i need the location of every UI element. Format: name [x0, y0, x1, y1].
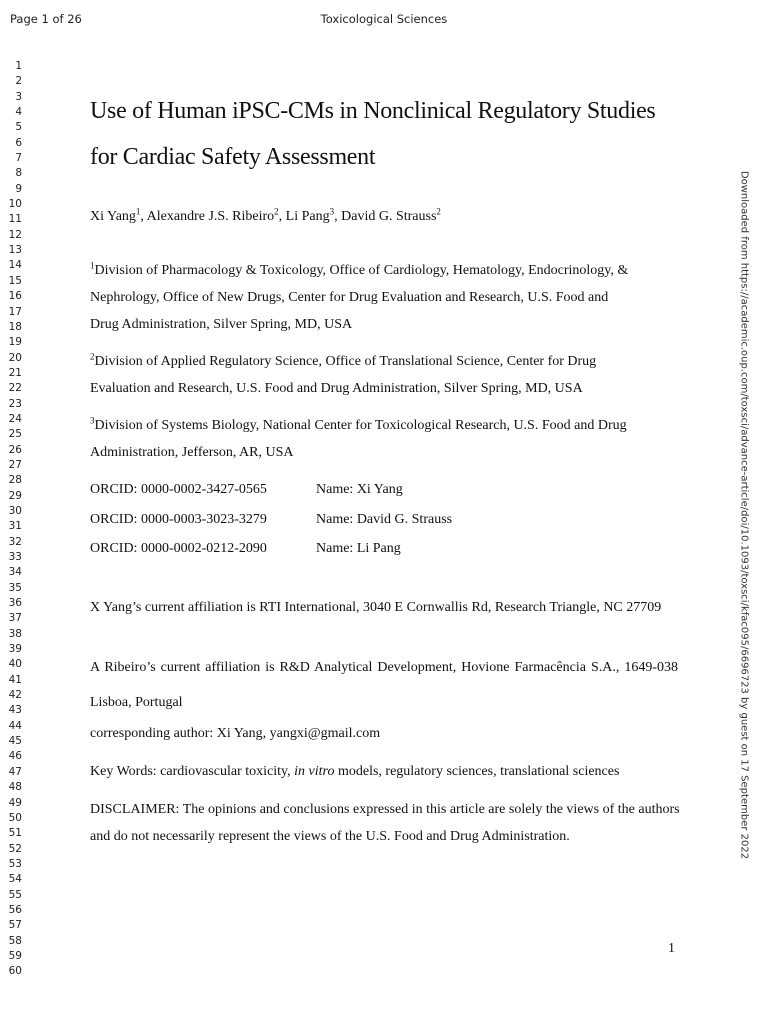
author-2: Li Pang$^3$,	[285, 206, 342, 224]
line-number: 10	[8, 198, 22, 211]
line-number: 1	[15, 60, 22, 72]
disclaimer: DISCLAIMER: The opinions and conclusions expressed in this article are solely the views of the authors and do not necessarily represent the views of the U.S. Food and Drug Administration.	[90, 802, 680, 844]
author-1: Alexandre J.S. Ribeiro$^2$,	[146, 206, 286, 224]
line-number: 16	[8, 290, 22, 303]
line-number: 25	[8, 428, 22, 441]
page-label: Page 1 of 26	[10, 12, 82, 26]
line-number: 48	[8, 781, 22, 794]
author-list	[90, 207, 690, 227]
line-number: 13	[8, 244, 22, 257]
orcid-row	[90, 480, 403, 500]
ribeiro-current-affiliation: A Ribeiro’s current affiliation is R&D Analytical Development, Hovione Farmacência S.A., 1649-038 Lisboa, Portugal	[90, 660, 678, 710]
line-number: 34	[8, 566, 22, 579]
line-number: 37	[8, 612, 22, 625]
line-number: 27	[8, 458, 22, 471]
orcid-id: ORCID: 0000-0003-3023-3279	[90, 512, 267, 527]
line-number: 31	[8, 520, 22, 533]
line-number: 7	[15, 152, 22, 165]
line-number: 43	[8, 704, 22, 717]
line-number: 39	[8, 643, 22, 656]
download-note: Downloaded from https://academic.oup.com/toxsci/advance-article/doi/10.1093/toxsci/kfac095/6696723 by guest on 17 September 2022	[738, 170, 750, 860]
line-number: 55	[8, 888, 22, 901]
orcid-id: ORCID: 0000-0002-0212-2090	[90, 541, 267, 556]
line-number: 8	[15, 167, 22, 180]
line-number: 54	[8, 873, 22, 886]
line-number: 38	[8, 627, 22, 640]
line-number: 35	[8, 581, 22, 594]
line-number: 45	[8, 735, 22, 748]
line-number: 42	[8, 689, 22, 702]
line-number: 17	[8, 305, 22, 318]
line-number: 58	[8, 934, 22, 947]
line-number: 44	[8, 719, 22, 732]
line-number: 5	[15, 121, 22, 134]
line-number: 30	[8, 504, 22, 517]
affiliation-2: $^2$Division of Applied Regulatory Science, Office of Translational Science, Center for Drug Evaluation and Research, U.S. Food and Drug Administration, Silver Spring, MD, USA	[90, 351, 597, 396]
line-number: 47	[8, 765, 22, 778]
orcid-name: Name: David G. Strauss	[316, 512, 453, 527]
corresponding-author: corresponding author: Xi Yang, yangxi@gmail.com	[90, 726, 381, 741]
line-number: 24	[8, 412, 22, 425]
orcid-id: ORCID: 0000-0002-3427-0565	[90, 482, 267, 497]
orcid-name: Name: Xi Yang	[316, 482, 403, 497]
keywords: Key Words: cardiovascular toxicity, in vitro models, regulatory sciences, translational sciences	[90, 764, 620, 779]
line-number: 49	[8, 796, 22, 809]
author-0: Xi Yang$^1$,	[90, 206, 147, 224]
line-number: 20	[8, 351, 22, 364]
line-number: 19	[8, 336, 22, 349]
line-number: 52	[8, 842, 22, 855]
line-number: 29	[8, 489, 22, 502]
line-number: 3	[15, 90, 22, 103]
line-number: 59	[8, 949, 22, 962]
line-number: 33	[8, 551, 22, 563]
line-number: 46	[8, 750, 22, 763]
yang-current-affiliation: X Yang’s current affiliation is RTI International, 3040 E Cornwallis Rd, Research Triangle, NC 27709	[90, 600, 662, 615]
orcid-row	[90, 510, 452, 530]
line-number: 41	[8, 673, 22, 686]
affiliation-1: $^1$Division of Pharmacology & Toxicology, Office of Cardiology, Hematology, Endocrinology, & Nephrology, Office of New Drugs, Center for Drug Evaluation and Research, U.S. Food and Drug Administration, Silver Spring, MD, USA	[90, 260, 629, 332]
line-number: 28	[8, 474, 22, 487]
line-number: 36	[8, 597, 22, 610]
line-number: 51	[8, 827, 22, 840]
line-number: 26	[8, 443, 22, 456]
journal-name: Toxicological Sciences	[320, 12, 448, 26]
author-3: David G. Strauss$^2$	[341, 206, 441, 224]
orcid-name: Name: Li Pang	[316, 541, 401, 556]
page-number: 1	[668, 941, 675, 956]
line-number: 56	[8, 903, 22, 916]
line-number: 12	[8, 228, 22, 241]
keyword-italic: in vitro	[294, 764, 335, 779]
line-number: 21	[8, 366, 22, 379]
title-line-2: for Cardiac Safety Assessment	[90, 144, 376, 170]
paper-title	[90, 88, 690, 180]
line-number: 2	[15, 75, 22, 88]
line-number: 18	[8, 320, 22, 333]
line-number: 40	[8, 658, 22, 671]
affiliation-3: $^3$Division of Systems Biology, National Center for Toxicological Research, U.S. Food and Drug Administration, Jefferson, AR, USA	[90, 415, 627, 460]
line-number: 57	[8, 919, 22, 932]
line-number: 23	[8, 397, 22, 410]
line-number: 60	[8, 965, 22, 978]
line-number: 32	[8, 535, 22, 548]
line-number: 22	[8, 382, 22, 395]
line-number: 4	[15, 106, 22, 119]
line-number: 50	[8, 811, 22, 824]
line-number: 15	[8, 274, 22, 287]
orcid-row	[90, 539, 401, 559]
line-numbers	[0, 59, 22, 980]
line-number: 6	[15, 136, 22, 149]
line-number: 9	[15, 182, 22, 195]
line-number: 53	[8, 857, 22, 870]
line-number: 11	[8, 213, 22, 226]
line-number: 14	[8, 259, 22, 272]
title-line-1: Use of Human iPSC-CMs in Nonclinical Regulatory Studies	[90, 98, 656, 124]
